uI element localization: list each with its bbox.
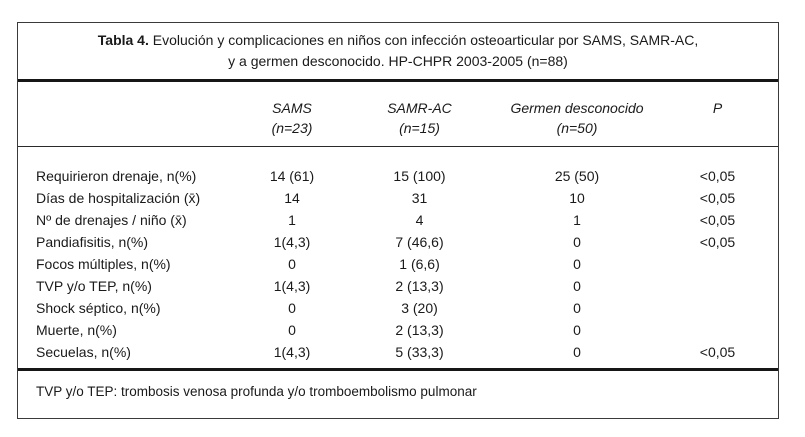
column-header-p-name: P bbox=[712, 100, 723, 116]
column-header-germen bbox=[497, 82, 657, 146]
table-card bbox=[17, 22, 779, 419]
cell-samr-ac: 7 (46,6) bbox=[395, 234, 444, 250]
cell-samr-ac: 2 (13,3) bbox=[395, 322, 444, 338]
cell-p bbox=[657, 319, 778, 341]
table-row bbox=[18, 275, 778, 297]
cell-germen: 0 bbox=[573, 256, 581, 272]
cell-p: <0,05 bbox=[699, 190, 736, 206]
table-title bbox=[18, 23, 778, 79]
table-title-text: Evolución y complicaciones en niños con infección osteoarticular por SAMS, SAMR-AC, bbox=[152, 32, 699, 48]
cell-sams: 0 bbox=[288, 322, 296, 338]
cell-p: <0,05 bbox=[699, 212, 736, 228]
cell-sams: 14 (61) bbox=[269, 168, 315, 184]
row-label: Secuelas, n(%) bbox=[36, 344, 131, 360]
table-row bbox=[18, 253, 778, 275]
table-row bbox=[18, 297, 778, 319]
column-header-samr-ac-name: SAMR-AC bbox=[387, 100, 452, 116]
row-label: Muerte, n(%) bbox=[36, 322, 117, 338]
cell-germen: 0 bbox=[573, 344, 581, 360]
column-header-sams-n: (n=23) bbox=[271, 120, 313, 136]
cell-samr-ac: 1 (6,6) bbox=[399, 256, 440, 272]
column-header-samr-ac-n: (n=15) bbox=[399, 120, 440, 136]
table-row bbox=[18, 341, 778, 363]
cell-germen: 0 bbox=[573, 234, 581, 250]
cell-p: <0,05 bbox=[699, 234, 736, 250]
column-header-samr-ac bbox=[342, 82, 497, 146]
table-title-line1 bbox=[18, 30, 778, 51]
cell-samr-ac: 4 bbox=[415, 212, 424, 228]
cell-p bbox=[657, 275, 778, 297]
column-header-sams bbox=[242, 82, 342, 146]
column-header-germen-n: (n=50) bbox=[556, 120, 598, 136]
row-label: Días de hospitalización (x̄) bbox=[36, 190, 201, 206]
cell-germen: 25 (50) bbox=[554, 168, 600, 184]
cell-germen: 10 bbox=[569, 190, 585, 206]
table-row bbox=[18, 209, 778, 231]
cell-sams: 0 bbox=[288, 300, 296, 316]
cell-germen: 0 bbox=[573, 322, 581, 338]
table-row bbox=[18, 165, 778, 187]
cell-p bbox=[657, 297, 778, 319]
cell-samr-ac: 5 (33,3) bbox=[395, 344, 444, 360]
cell-p: <0,05 bbox=[699, 344, 736, 360]
cell-p: <0,05 bbox=[699, 168, 736, 184]
table-row bbox=[18, 187, 778, 209]
cell-sams: 1(4,3) bbox=[273, 278, 311, 294]
cell-germen: 1 bbox=[573, 212, 581, 228]
column-header-sams-name: SAMS bbox=[272, 100, 312, 116]
cell-germen: 0 bbox=[573, 278, 581, 294]
table-title-line2: y a germen desconocido. HP-CHPR 2003-2005 (n=88) bbox=[228, 53, 568, 69]
cell-samr-ac: 3 (20) bbox=[401, 300, 438, 316]
table-row bbox=[18, 231, 778, 253]
table-row bbox=[18, 319, 778, 341]
cell-samr-ac: 2 (13,3) bbox=[395, 278, 444, 294]
column-header-empty bbox=[18, 82, 242, 146]
cell-sams: 1(4,3) bbox=[273, 234, 311, 250]
cell-samr-ac: 15 (100) bbox=[393, 168, 446, 184]
row-label: Nº de drenajes / niño (x̄) bbox=[36, 212, 187, 228]
row-label: Pandiafisitis, n(%) bbox=[36, 234, 149, 250]
table-footnote: TVP y/o TEP: trombosis venosa profunda y/o tromboembolismo pulmonar bbox=[36, 384, 477, 399]
row-label: Requirieron drenaje, n(%) bbox=[36, 168, 197, 184]
cell-sams: 1(4,3) bbox=[273, 344, 311, 360]
cell-p bbox=[657, 253, 778, 275]
cell-sams: 1 bbox=[288, 212, 296, 228]
row-label: Focos múltiples, n(%) bbox=[36, 256, 171, 272]
table-number: Tabla 4. bbox=[97, 32, 149, 48]
cell-samr-ac: 31 bbox=[411, 190, 428, 206]
column-header-p bbox=[657, 82, 778, 146]
cell-sams: 14 bbox=[284, 190, 300, 206]
table-body bbox=[18, 147, 778, 368]
table-header-row bbox=[18, 79, 778, 147]
cell-germen: 0 bbox=[573, 300, 581, 316]
row-label: TVP y/o TEP, n(%) bbox=[36, 278, 152, 294]
cell-sams: 0 bbox=[288, 256, 296, 272]
column-header-germen-name: Germen desconocido bbox=[510, 100, 644, 116]
row-label: Shock séptico, n(%) bbox=[36, 300, 161, 316]
